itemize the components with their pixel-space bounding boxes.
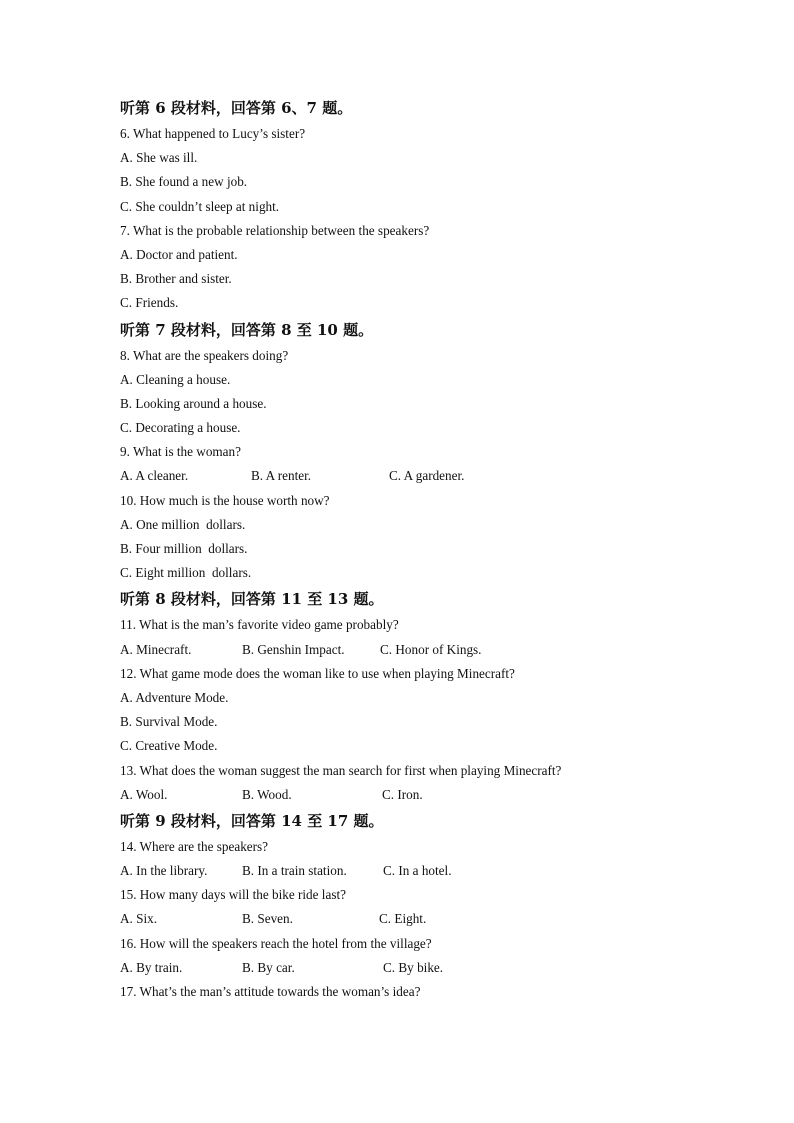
question-8-option-b: B. Looking around a house. (120, 395, 267, 411)
question-7-option-b: B. Brother and sister. (120, 271, 232, 287)
question-10-stem: 10. How much is the house worth now? (120, 492, 330, 508)
question-9-options (120, 464, 740, 488)
question-16-stem: 16. How will the speakers reach the hotel from the village? (120, 935, 432, 951)
question-14-options (120, 859, 740, 883)
question-13-stem: 13. What does the woman suggest the man search for first when playing Minecraft? (120, 762, 562, 778)
question-8-stem: 8. What are the speakers doing? (120, 347, 289, 363)
question-14-option-a: A. In the library. (120, 863, 208, 879)
question-6-option-b: B. She found a new job. (120, 174, 248, 190)
question-12-stem: 12. What game mode does the woman like to use when playing Minecraft? (120, 665, 515, 681)
question-13-option-c: C. Iron. (382, 786, 423, 802)
question-15-option-a: A. Six. (120, 911, 158, 927)
question-7-stem: 7. What is the probable relationship between the speakers? (120, 222, 430, 238)
question-11-option-b: B. Genshin Impact. (242, 641, 345, 657)
question-11-options (120, 638, 740, 662)
question-6-option-c: C. She couldn’t sleep at night. (120, 198, 280, 214)
question-10-option-a: A. One million dollars. (120, 516, 246, 532)
question-8-option-a: A. Cleaning a house. (120, 371, 231, 387)
question-8-option-c: C. Decorating a house. (120, 420, 241, 436)
question-9-stem: 9. What is the woman? (120, 444, 241, 460)
question-13-options (120, 783, 740, 807)
question-16-option-b: B. By car. (242, 959, 295, 975)
question-11-option-c: C. Honor of Kings. (380, 641, 482, 657)
question-11-option-a: A. Minecraft. (120, 641, 192, 657)
question-15-options (120, 907, 740, 931)
question-11-stem: 11. What is the man’s favorite video game probably? (120, 617, 399, 633)
question-15-option-c: C. Eight. (379, 911, 427, 927)
section-heading-7: 听第 7 段材料，回答第 8 至 10 题。 (120, 320, 374, 339)
question-16-option-a: A. By train. (120, 959, 183, 975)
question-9-option-c: C. A gardener. (389, 468, 465, 484)
question-9-option-b: B. A renter. (251, 468, 312, 484)
section-heading-9: 听第 9 段材料，回答第 14 至 17 题。 (120, 811, 384, 830)
question-9-option-a: A. A cleaner. (120, 468, 189, 484)
question-7-option-a: A. Doctor and patient. (120, 246, 238, 262)
question-16-option-c: C. By bike. (383, 959, 444, 975)
question-13-option-b: B. Wood. (242, 786, 292, 802)
question-12-option-c: C. Creative Mode. (120, 738, 218, 754)
question-6-stem: 6. What happened to Lucy’s sister? (120, 126, 306, 141)
exam-page (120, 94, 740, 1004)
question-12-option-a: A. Adventure Mode. (120, 689, 229, 705)
question-14-option-c: C. In a hotel. (383, 863, 452, 879)
question-15-option-b: B. Seven. (242, 911, 293, 927)
section-heading-8: 听第 8 段材料，回答第 11 至 13 题。 (120, 590, 384, 609)
section-heading-6: 听第 6 段材料，回答第 6、7 题。 (120, 99, 353, 117)
question-16-options (120, 956, 740, 980)
question-7-option-c: C. Friends. (120, 295, 179, 311)
question-14-option-b: B. In a train station. (242, 863, 347, 879)
question-13-option-a: A. Wool. (120, 786, 168, 802)
question-12-option-b: B. Survival Mode. (120, 714, 218, 730)
question-15-stem: 15. How many days will the bike ride last? (120, 887, 346, 903)
question-10-option-b: B. Four million dollars. (120, 541, 248, 556)
question-14-stem: 14. Where are the speakers? (120, 838, 269, 854)
question-6-option-a: A. She was ill. (120, 150, 198, 166)
question-17-stem: 17. What’s the man’s attitude towards the woman’s idea? (120, 984, 421, 999)
question-10-option-c: C. Eight million dollars. (120, 565, 252, 581)
